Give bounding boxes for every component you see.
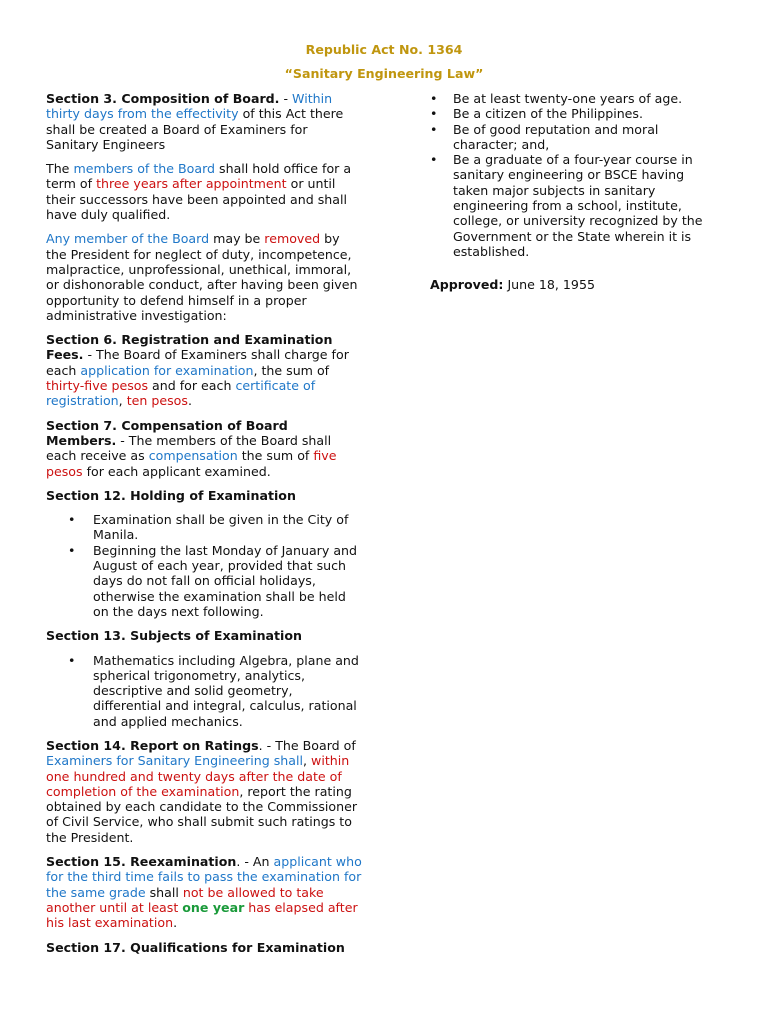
highlight-blue: certificate of registration [46,378,316,409]
text-run: the sum of [237,448,314,464]
list-item: • Be a citizen of the Philippines. [430,106,718,121]
highlight-blue: Within thirty days from the effectivity [46,91,333,122]
highlight-red: three years after appointment [96,176,287,192]
text-run: . [187,393,192,409]
text-run: or until their successors have been appointed and shall have duly qualified. [46,176,347,223]
highlight-blue: members of the Board [73,161,216,177]
text-run: . - An [236,854,274,870]
section-13-heading [46,628,362,643]
text-run: , [118,393,127,409]
section-3-paragraph-3 [46,231,362,323]
document-title: Republic Act No. 1364 [305,42,463,57]
highlight-red: within one hundred and twenty days after the date of completion of the examination [46,753,350,799]
highlight-blue: Examiners for Sanitary Engineering shall [46,753,303,769]
highlight-red: thirty-five pesos [46,378,149,394]
text-run: shall hold office for a term of [46,161,352,192]
highlight-blue: application for examination [80,362,254,378]
section-15-heading: Section 15. Reexamination [46,854,237,870]
highlight-red: has elapsed after his last examination [46,899,358,931]
text-run: - The members of the Board shall each receive as [46,432,332,464]
text-run: The [46,161,74,177]
text-run: - [279,91,293,106]
text-run: . [173,915,178,931]
highlight-blue: Any member of the Board [46,231,210,247]
section-12-list [46,512,362,619]
section-6-heading: Section 6. Registration and Examination Fees. [46,332,333,363]
text-run: shall [145,884,183,900]
text-run: of this Act there shall be created a Board of Examiners for Sanitary Engineers [46,106,344,152]
section-3 [46,91,362,323]
text-run: . - The Board of [258,737,356,753]
text-run: - The Board of Examiners shall charge for each [46,347,349,378]
section-13-list [46,653,362,729]
highlight-red: removed [264,231,321,247]
heading-text: Section 13. Subjects of Examination [46,628,302,644]
list-item: • Be a graduate of a four-year course in sanitary engineering or BSCE having taken major subjects in sanitary engineering from a school, institute, college, or university recognized by the Government or the State wherein it is established. [430,152,718,259]
heading-text: Section 17. Qualifications for Examination [46,939,345,955]
approval-line [430,277,718,292]
highlight-red: five pesos [46,448,337,479]
right-column [430,91,718,302]
left-column [46,91,362,964]
text-run: , the sum of [253,362,330,378]
highlight-blue: compensation [148,448,238,464]
section-14 [46,738,362,845]
list-item: • Be of good reputation and moral character; and, [430,122,718,153]
text-run: , report the rating obtained by each candidate to the Commissioner of Civil Service, who shall submit such ratings to the President. [46,783,358,845]
highlight-red: ten pesos [126,393,188,409]
text-run: may be [209,231,265,247]
highlight-blue: applicant who for the third time fails to pass the examination for the same grade [46,854,362,900]
section-3-heading: Section 3. Composition of Board. [46,91,280,106]
section-7 [46,418,362,479]
document-subtitle: “Sanitary Engineering Law” [284,66,484,81]
list-item: • Examination shall be given in the City of Manila. [46,512,362,543]
section-3-paragraph-1 [46,91,362,152]
list-item: • Beginning the last Monday of January and August of each year, provided that such days do not fall on official holidays, otherwise the examination shall be held on the days next following. [46,543,362,619]
text-run: for each applicant examined. [82,463,271,479]
text-run: by the President for neglect of duty, incompetence, malpractice, unprofessional, unethical, immoral, or dishonorable conduct, after having been given opportunity to defend himself in a proper administrative investigation: [46,231,358,323]
section-15 [46,854,362,930]
section-12-heading [46,488,362,503]
approved-label: Approved: [430,277,504,293]
section-17-heading [46,940,362,955]
heading-text: Section 12. Holding of Examination [46,487,296,503]
list-item: • Mathematics including Algebra, plane and spherical trigonometry, analytics, descriptive and solid geometry, differential and integral, calculus, rational and applied mechanics. [46,653,362,729]
list-item: • Be at least twenty-one years of age. [430,91,718,106]
section-17-list [430,91,718,259]
section-7-heading: Section 7. Compensation of Board Members. [46,417,288,448]
section-14-heading: Section 14. Report on Ratings [46,737,259,753]
text-run: and for each [148,378,236,394]
section-3-paragraph-2 [46,161,362,222]
highlight-green: one year [182,899,245,915]
approved-date: June 18, 1955 [503,277,595,293]
highlight-red: not be allowed to take another until at least [46,884,324,915]
text-run: , [303,753,312,769]
section-6 [46,332,362,408]
